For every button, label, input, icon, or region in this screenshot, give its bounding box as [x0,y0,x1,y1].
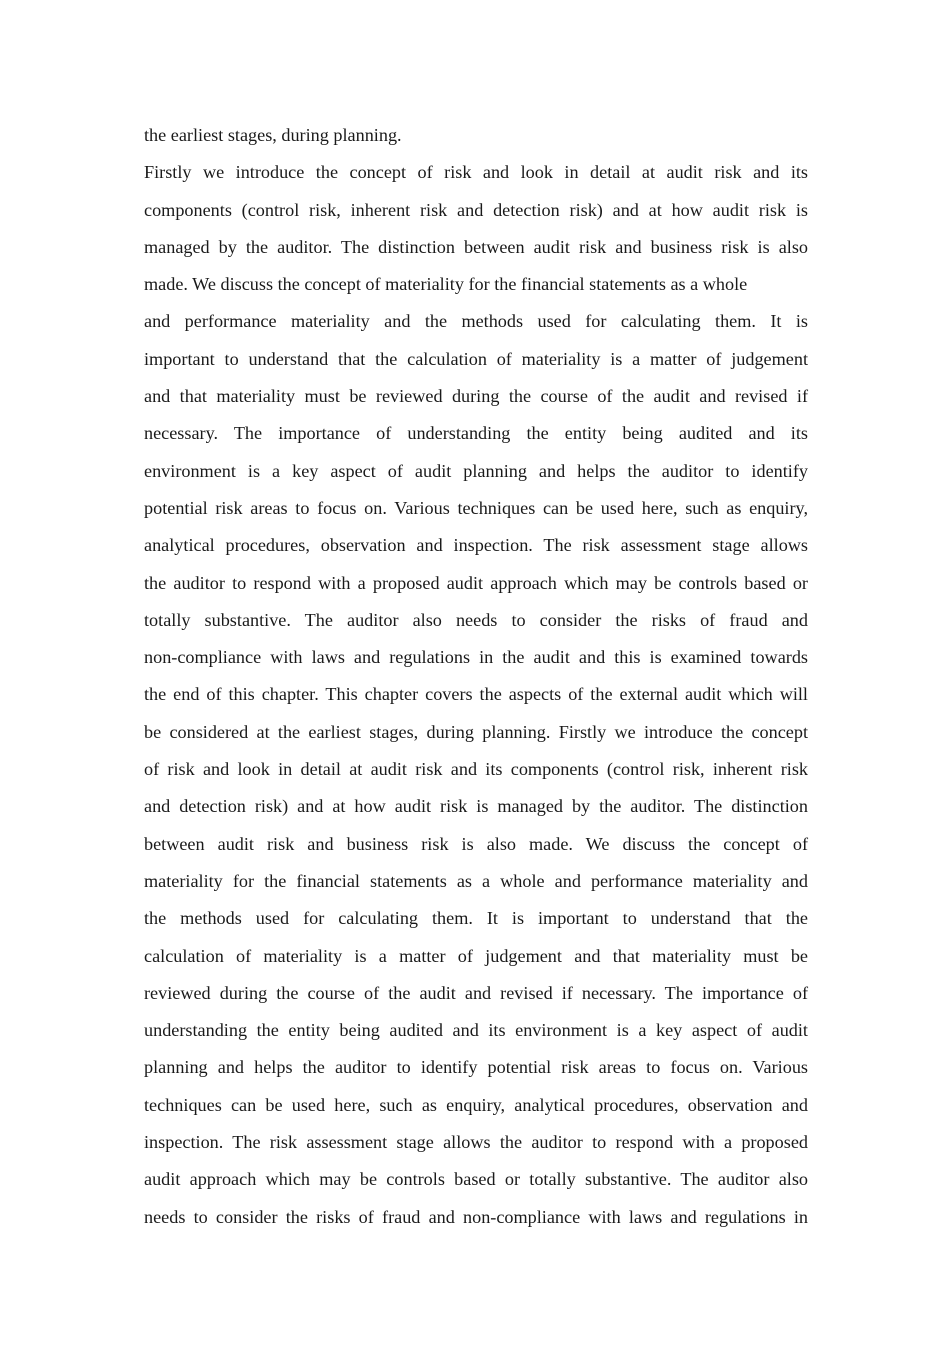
text-line: non-compliance with laws and regulations in the audit and this is examined towards [144,647,808,668]
text-line: understanding the entity being audited and its environment is a key aspect of audit [144,1020,808,1041]
text-line: totally substantive. The auditor also needs to consider the risks of fraud and [144,609,808,630]
text-line: inspection. The risk assessment stage allows the auditor to respond with a proposed [144,1132,808,1153]
text-line: calculation of materiality is a matter of judgement and that materiality must be [144,945,808,966]
text-line: materiality for the financial statements as a whole and performance materiality and [144,870,808,891]
text-line: Firstly we introduce the concept of risk and look in detail at audit risk and its [144,162,808,183]
text-line: made. We discuss the concept of materiality for the financial statements as a whole [144,274,748,295]
text-line: planning and helps the auditor to identify potential risk areas to focus on. Various [144,1057,808,1078]
text-line: needs to consider the risks of fraud and non-compliance with laws and regulations in [144,1206,808,1227]
text-line: environment is a key aspect of audit planning and helps the auditor to identify [144,460,808,481]
text-line: between audit risk and business risk is also made. We discuss the concept of [144,833,808,854]
text-line: the end of this chapter. This chapter covers the aspects of the external audit which will [144,684,808,705]
text-line: of risk and look in detail at audit risk and its components (control risk, inherent risk [144,759,808,780]
body-text [144,117,808,1236]
text-line: be considered at the earliest stages, during planning. Firstly we introduce the concept [144,721,808,742]
text-line: the auditor to respond with a proposed audit approach which may be controls based or [144,572,808,593]
text-line: necessary. The importance of understanding the entity being audited and its [144,423,808,444]
text-line: reviewed during the course of the audit and revised if necessary. The importance of [144,982,808,1003]
text-line: audit approach which may be controls based or totally substantive. The auditor also [144,1169,808,1190]
text-line: techniques can be used here, such as enquiry, analytical procedures, observation and [144,1094,808,1115]
text-line: and detection risk) and at how audit risk is managed by the auditor. The distinction [144,796,808,817]
text-line: potential risk areas to focus on. Various techniques can be used here, such as enquiry, [144,497,808,518]
text-line: important to understand that the calculation of materiality is a matter of judgement [144,348,808,369]
text-line: and that materiality must be reviewed during the course of the audit and revised if [144,386,808,407]
text-line: analytical procedures, observation and inspection. The risk assessment stage allows [144,535,808,556]
text-line: and performance materiality and the methods used for calculating them. It is [144,311,808,332]
text-line: managed by the auditor. The distinction between audit risk and business risk is also [144,236,808,257]
text-line: components (control risk, inherent risk and detection risk) and at how audit risk is [144,199,808,220]
text-line: the methods used for calculating them. It is important to understand that the [144,908,808,929]
text-line: the earliest stages, during planning. [144,125,402,145]
